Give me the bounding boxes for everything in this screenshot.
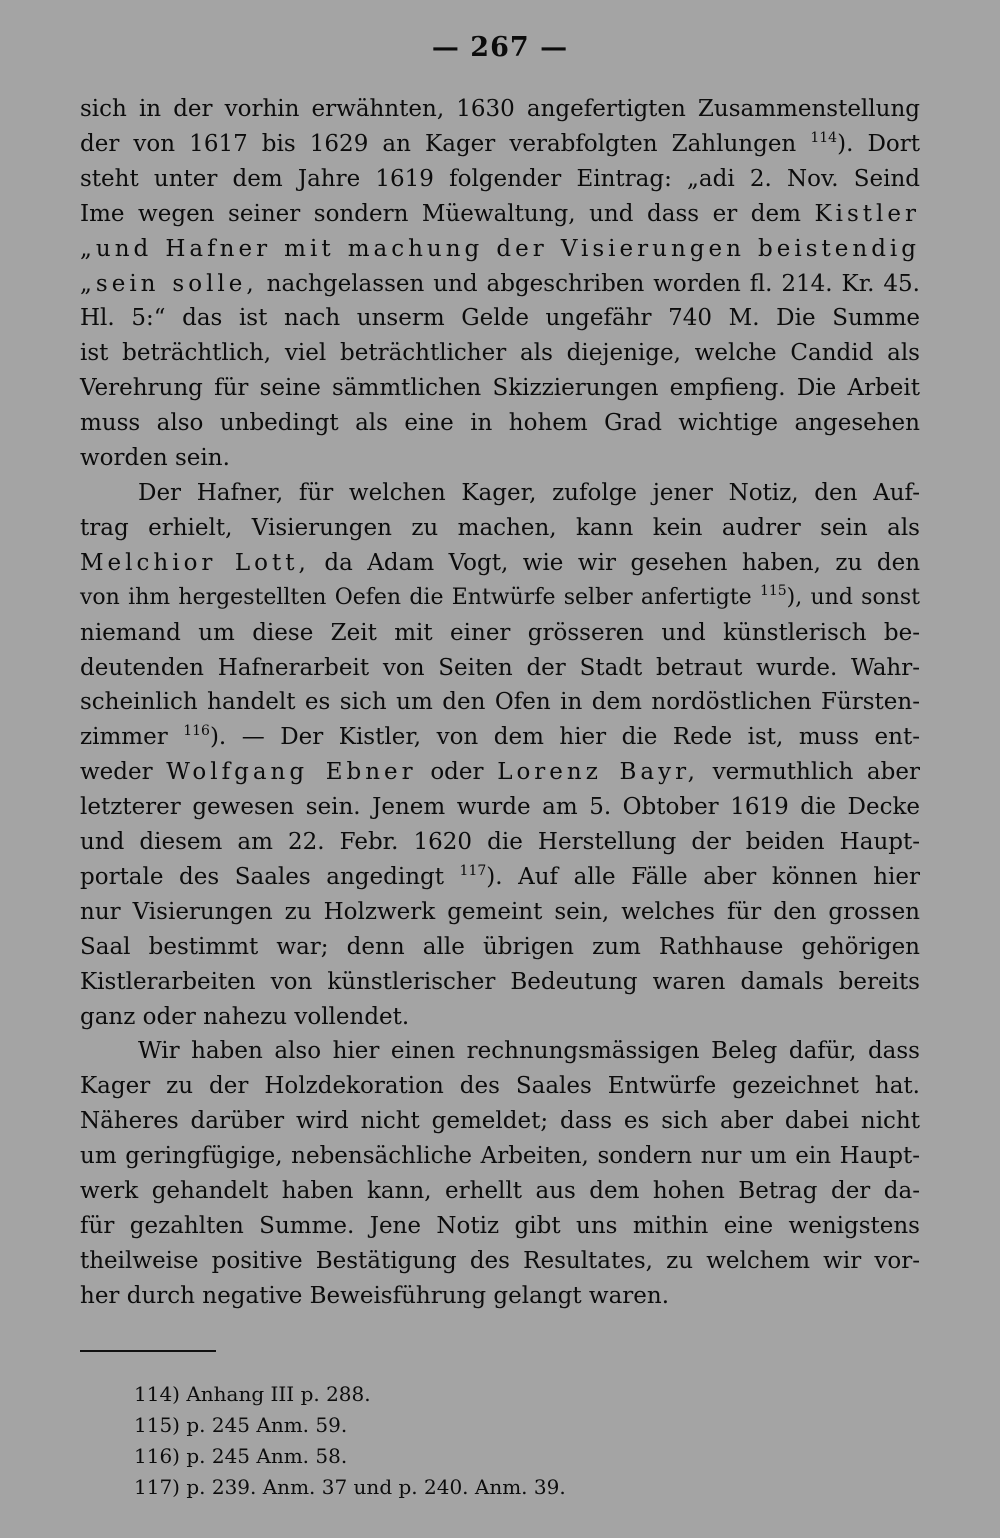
text-segment: „und Hafner mit machung der Visierungen beistendig — [80, 235, 920, 262]
footnote-ref[interactable]: 114 — [810, 129, 838, 146]
footnote-115: 115) p. 245 Anm. 59. — [134, 1413, 348, 1437]
text-segment: Wir haben also hier einen rechnungsmässigen Beleg dafür, dass — [138, 1038, 920, 1065]
text-segment: „sein solle, — [80, 270, 258, 297]
text-line — [80, 1244, 920, 1279]
text-segment: scheinlich handelt es sich um den Ofen in dem nordöstlichen Fürsten- — [80, 689, 920, 716]
text-segment: Der Hafner, für welchen Kager, zufolge jener Notiz, den Auf- — [138, 479, 920, 506]
footnote-ref[interactable]: 115 — [759, 582, 787, 599]
footnote-ref[interactable]: 116 — [183, 723, 210, 740]
text-segment: nur Visierungen zu Holzwerk gemeint sein, welches für den grossen — [80, 898, 920, 925]
text-segment: Kistler — [814, 200, 920, 227]
footnote-117: 117) p. 239. Anm. 37 und p. 240. Anm. 39. — [134, 1475, 566, 1499]
text-segment: Melchior Lott, — [80, 549, 310, 576]
text-line — [80, 162, 920, 197]
text-segment: ist beträchtlich, viel beträchtlicher als diejenige, welche Candid als — [80, 340, 920, 367]
text-segment: niemand um diese Zeit mit einer grösseren und künstlerisch be- — [80, 619, 920, 646]
text-line — [80, 441, 920, 476]
text-line — [80, 965, 920, 1000]
text-segment: deutenden Hafnerarbeit von Seiten der Stadt betraut wurde. Wahr- — [80, 654, 920, 681]
text-line — [80, 720, 920, 755]
text-segment: und diesem am 22. Febr. 1620 die Herstellung der beiden Haupt- — [80, 829, 920, 856]
text-segment: nachgelassen und abgeschriben worden fl. 214. Kr. 45. — [257, 270, 920, 297]
text-line — [80, 1174, 920, 1209]
text-segment: ). Auf alle Fälle aber können hier — [486, 863, 920, 890]
text-line — [80, 581, 920, 616]
text-segment: für gezahlten Summe. Jene Notiz gibt uns mithin eine wenigstens — [80, 1213, 920, 1239]
text-line — [80, 825, 920, 860]
text-line — [80, 476, 920, 511]
text-segment: der von 1617 bis 1629 an Kager verabfolgten Zahlungen — [80, 130, 811, 157]
text-segment: theilweise positive Bestätigung des Resultates, zu welchem wir vor- — [80, 1247, 920, 1274]
text-line — [80, 406, 920, 441]
text-segment: steht unter dem Jahre 1619 folgender Eintrag: „adi 2. Nov. Seind — [80, 165, 920, 192]
text-line — [80, 1069, 920, 1104]
text-line — [80, 127, 920, 162]
text-line — [80, 267, 920, 302]
text-segment: ), und sonst — [786, 584, 920, 610]
text-segment: ). Dort — [837, 130, 921, 157]
text-line — [80, 1034, 920, 1069]
text-segment: vermuthlich aber — [698, 759, 920, 786]
text-segment: um geringfügige, nebensächliche Arbeiten, sondern nur um ein Haupt- — [80, 1143, 920, 1170]
text-line — [80, 1139, 920, 1174]
text-segment: trag erhielt, Visierungen zu machen, kann kein audrer sein als — [80, 514, 920, 541]
footnote-ref[interactable]: 117 — [459, 862, 487, 879]
page-number: — 267 — — [431, 32, 569, 63]
text-line — [80, 860, 920, 895]
text-segment: her durch negative Beweisführung gelangt waren. — [80, 1282, 670, 1309]
text-line — [80, 1279, 920, 1314]
text-segment: sich in der vorhin erwähnten, 1630 angefertigten Zusammenstellung — [80, 96, 920, 122]
text-segment: Kager zu der Holzdekoration des Saales Entwürfe gezeichnet hat. — [80, 1073, 920, 1100]
footnote-rule — [80, 1350, 216, 1352]
text-segment: Wolfgang Ebner — [166, 759, 417, 786]
text-segment: Lorenz Bayr, — [497, 759, 699, 786]
text-line — [80, 371, 920, 406]
text-segment: von ihm hergestellten Oefen die Entwürfe selber anfertigte — [80, 584, 760, 610]
text-segment: ganz oder nahezu vollendet. — [80, 1003, 410, 1030]
text-segment: zimmer — [80, 724, 184, 751]
text-line — [80, 1209, 920, 1244]
text-segment: Näheres darüber wird nicht gemeldet; dass es sich aber dabei nicht — [80, 1108, 920, 1135]
text-segment: Verehrung für seine sämmtlichen Skizzierungen empfieng. Die Arbeit — [80, 375, 920, 402]
text-line — [80, 616, 920, 651]
paragraph — [80, 92, 920, 476]
text-segment: Kistlerarbeiten von künstlerischer Bedeutung waren damals bereits — [80, 968, 920, 995]
footnotes — [134, 1379, 566, 1503]
text-line — [80, 895, 920, 930]
text-segment: letzterer gewesen sein. Jenem wurde am 5. Obtober 1619 die Decke — [80, 794, 920, 821]
text-line — [80, 1000, 920, 1035]
text-segment: muss also unbedingt als eine in hohem Grad wichtige angesehen — [80, 410, 920, 437]
text-segment: oder — [416, 759, 498, 786]
paragraph — [80, 1034, 920, 1313]
text-segment: worden sein. — [80, 445, 230, 472]
footnote-114: 114) Anhang III p. 288. — [134, 1382, 371, 1406]
text-line — [80, 301, 920, 336]
text-line — [80, 511, 920, 546]
main-text — [80, 92, 920, 1314]
text-segment: portale des Saales angedingt — [80, 863, 460, 890]
text-line — [80, 546, 920, 581]
text-line — [80, 336, 920, 371]
text-segment: da Adam Vogt, wie wir gesehen haben, zu den — [309, 549, 921, 576]
text-segment: weder — [80, 759, 167, 786]
text-line — [80, 685, 920, 720]
text-segment: Saal bestimmt war; denn alle übrigen zum Rathhause gehörigen — [80, 933, 920, 960]
footnote-116: 116) p. 245 Anm. 58. — [134, 1444, 348, 1468]
text-line — [80, 755, 920, 790]
text-line — [80, 92, 920, 127]
text-line — [80, 197, 920, 232]
text-line — [80, 651, 920, 686]
paragraph — [80, 476, 920, 1035]
text-segment: Ime wegen seiner sondern Müewaltung, und dass er dem — [80, 200, 815, 227]
text-segment: ). — Der Kistler, von dem hier die Rede ist, muss ent- — [209, 724, 920, 751]
text-line — [80, 930, 920, 965]
text-segment: Hl. 5:“ das ist nach unserm Gelde ungefähr 740 M. Die Summe — [80, 305, 920, 332]
text-line — [80, 790, 920, 825]
text-line — [80, 1104, 920, 1139]
text-segment: werk gehandelt haben kann, erhellt aus dem hohen Betrag der da- — [80, 1178, 920, 1205]
text-line — [80, 232, 920, 267]
